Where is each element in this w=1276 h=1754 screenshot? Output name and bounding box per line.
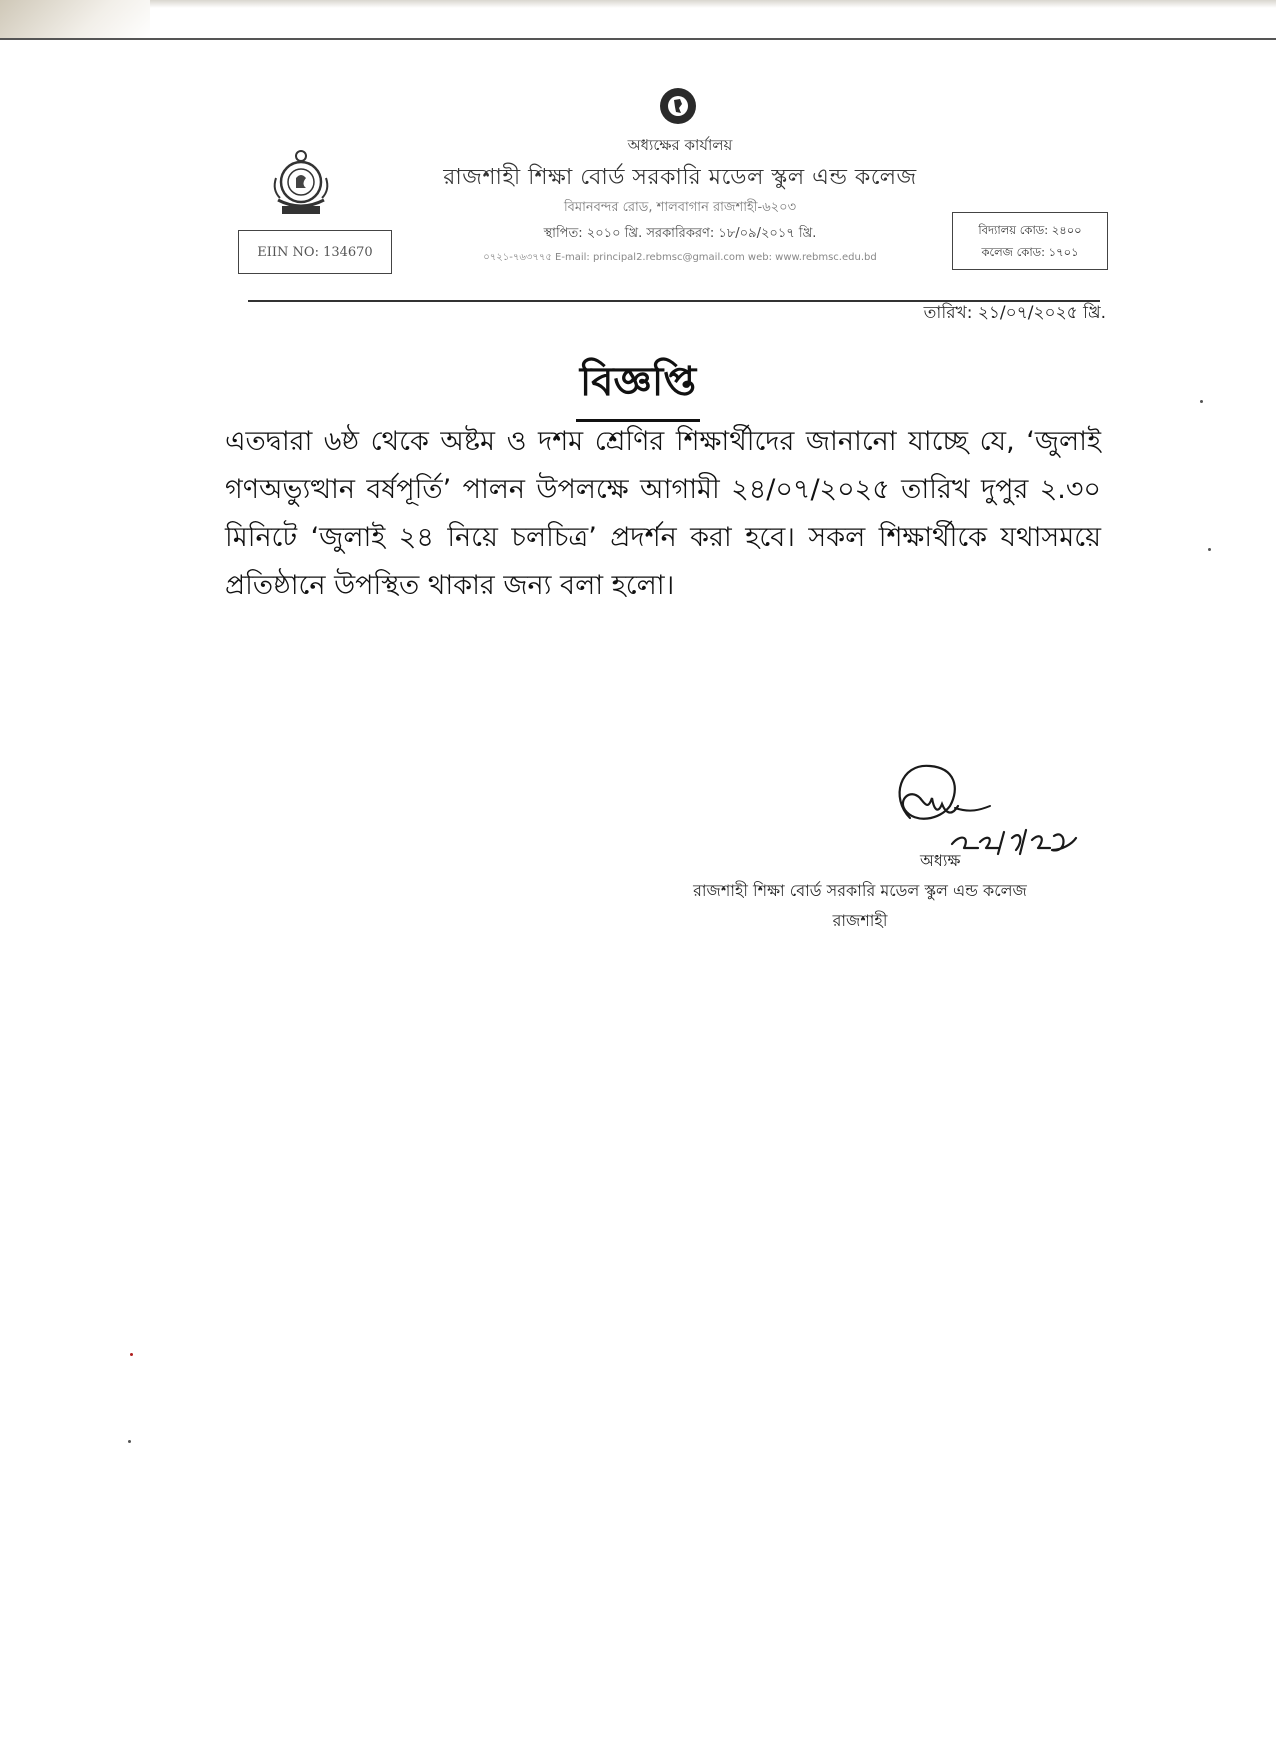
eiin-number: EIIN NO: 134670	[257, 244, 373, 260]
scan-speck	[130, 1353, 133, 1356]
signatory-designation: অধ্যক্ষ	[920, 851, 961, 870]
eiin-box	[238, 230, 392, 274]
establishment-info: স্থাপিত: ২০১০ খ্রি. সরকারিকরণ: ১৮/০৯/২০১৭ খ্রি.	[543, 226, 817, 241]
institution-code-box	[952, 212, 1108, 270]
signatory-city: রাজশাহী	[832, 911, 888, 930]
scan-speck	[1208, 548, 1211, 551]
principal-signature	[880, 758, 1100, 868]
contact-info: ০৭২১-৭৬৩৭৭৫ E-mail: principal2.rebmsc@gmail.com web: www.rebmsc.edu.bd	[483, 252, 877, 263]
government-emblem-icon	[658, 86, 698, 126]
scan-corner-shadow	[0, 0, 150, 40]
scan-speck	[128, 1440, 131, 1443]
page-top-line	[0, 38, 1276, 40]
school-code: বিদ্যালয় কোড: ২৪০০	[978, 223, 1082, 237]
scan-speck	[1200, 400, 1203, 403]
scan-edge	[0, 0, 1276, 8]
office-title: অধ্যক্ষের কার্যালয়	[627, 136, 733, 154]
notice-date: তারিখ: ২১/০৭/২০২৫ খ্রি.	[923, 303, 1106, 323]
notice-title-wrapper	[0, 350, 1276, 422]
notice-body: এতদ্বারা ৬ষ্ঠ থেকে অষ্টম ও দশম শ্রেণির শিক্ষার্থীদের জানানো যাচ্ছে যে, ‘জুলাই গণঅভ্যুত্থান বর্ষপূর্তি’ পালন উপলক্ষে আগামী ২৪/০৭/২০২৫ তারিখ দুপুর ২.৩০ মিনিটে ‘জুলাই ২৪ নিয়ে চলচিত্র’ প্রদর্শন করা হবে। সকল শিক্ষার্থীকে যথাসময়ে প্রতিষ্ঠানে উপস্থিত থাকার জন্য বলা হলো।	[225, 426, 1101, 601]
notice-title: বিজ্ঞপ্তি	[576, 350, 700, 422]
school-name: রাজশাহী শিক্ষা বোর্ড সরকারি মডেল স্কুল এন্ড কলেজ	[443, 165, 917, 190]
school-address: বিমানবন্দর রোড, শালবাগান রাজশাহী-৬২০৩	[563, 200, 797, 215]
college-code: কলেজ কোড: ১৭০১	[981, 245, 1079, 259]
signatory-institution: রাজশাহী শিক্ষা বোর্ড সরকারি মডেল স্কুল এন্ড কলেজ	[693, 881, 1027, 900]
